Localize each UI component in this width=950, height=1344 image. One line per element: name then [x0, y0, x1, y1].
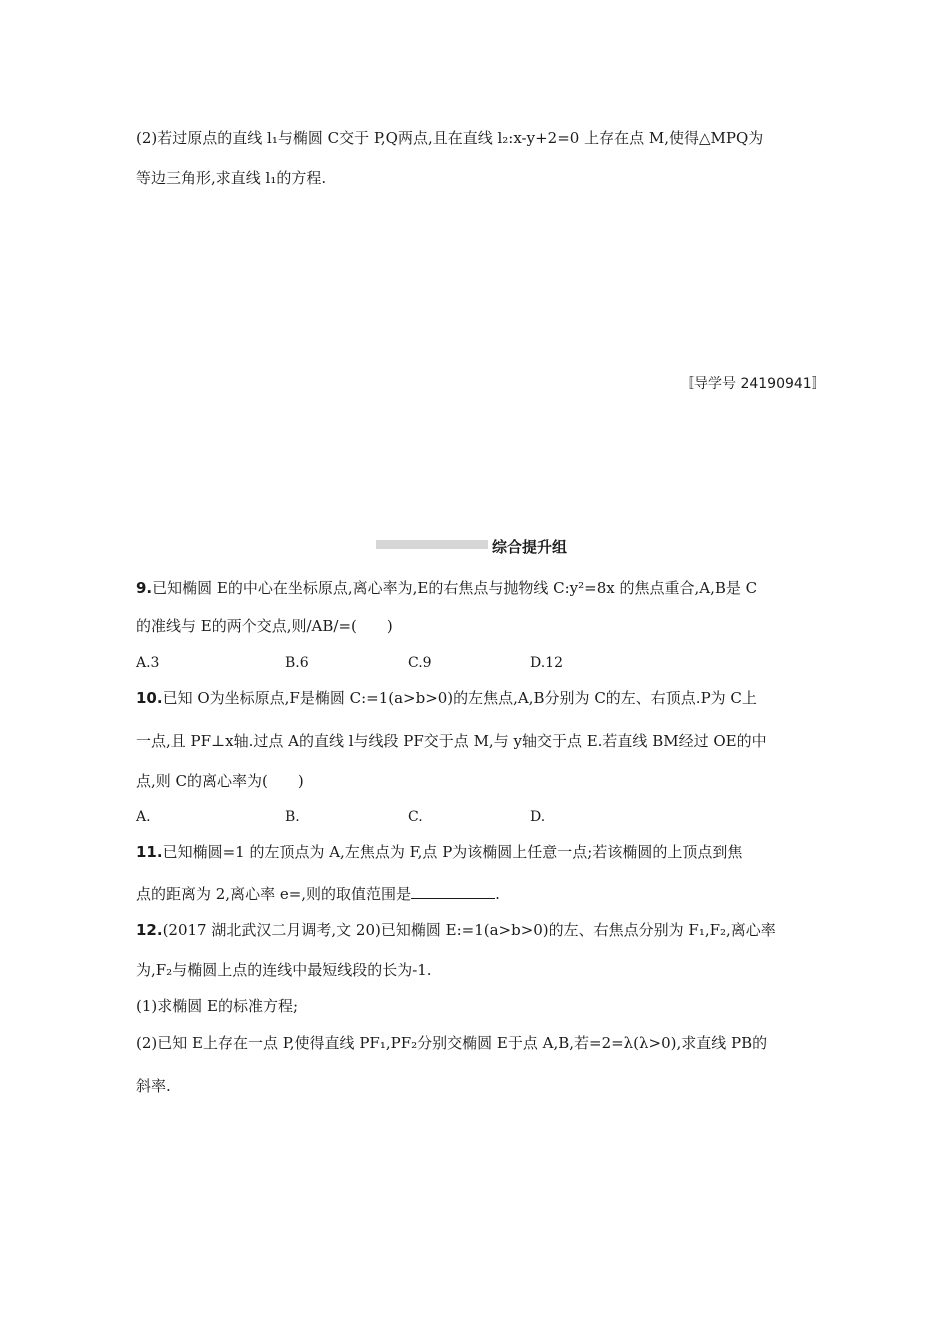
part2-line1: (2)若过原点的直线 l₁与椭圆 C交于 P,Q两点,且在直线 l₂:x-y+2=0 上存在点 M,使得△MPQ为: [136, 129, 764, 147]
q11-text-line2: 点的距离为 2,离心率 e=,则的取值范围是: [136, 885, 412, 903]
guide-reference: 〚导学号 24190941〛: [680, 376, 826, 392]
q9-number: 9.: [136, 579, 153, 597]
q10-option-a: A.: [136, 809, 151, 825]
q9-text-line1: 已知椭圆 E的中心在坐标原点,离心率为,E的右焦点与抛物线 C:y²=8x 的焦点重合,A,B是 C: [152, 579, 758, 597]
section-title: 综合提升组: [492, 538, 568, 556]
q11-line1: [136, 842, 742, 862]
q11-number: 11.: [136, 843, 163, 861]
q12-text-line1: (2017 湖北武汉二月调考,文 20)已知椭圆 E:=1(a>b>0)的左、右焦点分别为 F₁,F₂,离心率: [162, 921, 776, 939]
q11-line2: [136, 884, 500, 904]
q12-line2: 为,F₂与椭圆上点的连线中最短线段的长为-1.: [136, 961, 432, 979]
q9-line2: 的准线与 E的两个交点,则/AB/=( ): [136, 617, 393, 635]
q11-answer-blank[interactable]: [411, 884, 495, 899]
q9-option-c: C.9: [408, 655, 432, 671]
q9-option-d: D.12: [530, 655, 563, 671]
section-divider-bar: [376, 540, 488, 549]
q10-option-c: C.: [408, 809, 423, 825]
q9-option-a: A.3: [136, 655, 160, 671]
part2-line2: 等边三角形,求直线 l₁的方程.: [136, 169, 327, 187]
q12-line5: 斜率.: [136, 1077, 171, 1095]
q12-line3: (1)求椭圆 E的标准方程;: [136, 997, 299, 1015]
q10-line2: 一点,且 PF⊥x轴.过点 A的直线 l与线段 PF交于点 M,与 y轴交于点 E.若直线 BM经过 OE的中: [136, 732, 767, 750]
q12-line1: [136, 920, 776, 940]
q9-option-b: B.6: [285, 655, 309, 671]
q12-number: 12.: [136, 921, 163, 939]
q12-line4: (2)已知 E上存在一点 P,使得直线 PF₁,PF₂分别交椭圆 E于点 A,B,若=2=λ(λ>0),求直线 PB的: [136, 1034, 768, 1052]
q10-option-d: D.: [530, 809, 546, 825]
q10-line3: 点,则 C的离心率为( ): [136, 772, 304, 790]
q9-line1: [136, 578, 757, 598]
q11-text-line1: 已知椭圆=1 的左顶点为 A,左焦点为 F,点 P为该椭圆上任意一点;若该椭圆的上顶点到焦: [162, 843, 743, 861]
q11-text-line2-end: .: [495, 885, 500, 903]
q10-number: 10.: [136, 689, 163, 707]
q10-option-b: B.: [285, 809, 300, 825]
q10-text-line1: 已知 O为坐标原点,F是椭圆 C:=1(a>b>0)的左焦点,A,B分别为 C的左、右顶点.P为 C上: [162, 689, 757, 707]
q10-line1: [136, 688, 757, 708]
